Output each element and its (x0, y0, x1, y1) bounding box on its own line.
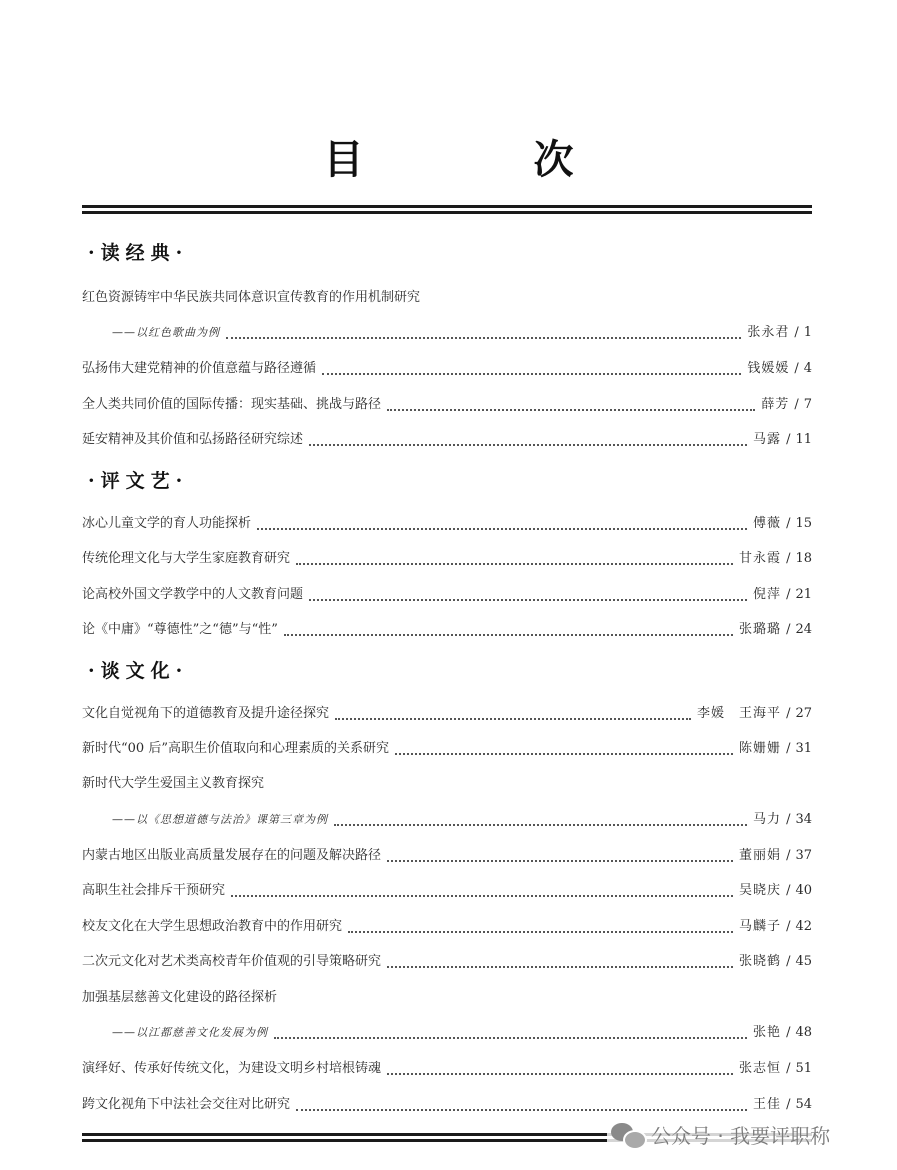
toc-entry-title: 加强基层慈善文化建设的路径探析 (82, 990, 278, 1005)
toc-separator: / (786, 954, 791, 969)
toc-entry (82, 428, 812, 452)
toc-separator: / (786, 848, 791, 863)
leader-dots (387, 408, 755, 411)
toc-entry-author: 董丽娟 (739, 848, 782, 863)
toc-entry-page: 27 (795, 706, 812, 721)
toc-entry-page: 24 (795, 622, 812, 637)
toc-entry-page: 7 (803, 397, 812, 412)
toc-entry (82, 702, 812, 726)
toc-separator: / (786, 432, 791, 447)
toc-entry (82, 844, 812, 868)
toc-separator: / (786, 622, 791, 637)
toc-entry-page: 54 (795, 1097, 812, 1112)
toc-entry (82, 547, 812, 571)
toc-entry (82, 286, 812, 310)
toc-separator: / (786, 551, 791, 566)
leader-dots (274, 1036, 747, 1039)
toc-entry-title: 冰心儿童文学的育人功能探析 (82, 516, 252, 531)
leader-dots (296, 1108, 747, 1111)
toc-entry-title: 延安精神及其价值和弘扬路径研究综述 (82, 432, 304, 447)
toc-separator: / (786, 516, 791, 531)
toc-entry-author: 王佳 (753, 1097, 782, 1112)
leader-dots (257, 527, 747, 530)
toc-entry-title: 新时代大学生爱国主义教育探究 (82, 776, 265, 791)
toc-entry (82, 986, 812, 1010)
leader-dots (387, 1072, 733, 1075)
toc-entry-author: 张永君 (747, 325, 790, 340)
toc-entry-title: ——以《思想道德与法治》课第三章为例 (112, 813, 328, 826)
toc-entry (82, 1093, 812, 1117)
toc-separator: / (786, 1025, 791, 1040)
toc-entry-title: 高职生社会排斥干预研究 (82, 883, 226, 898)
toc-separator: / (786, 587, 791, 602)
toc-entry (82, 583, 812, 607)
toc-entry-author: 倪萍 (753, 587, 782, 602)
toc-separator: / (786, 812, 791, 827)
toc-entry-page: 45 (795, 954, 812, 969)
toc-entry-page: 42 (795, 919, 812, 934)
toc-entry-page: 1 (803, 325, 812, 340)
toc-entry-title: 校友文化在大学生思想政治教育中的作用研究 (82, 919, 343, 934)
leader-dots (322, 372, 741, 375)
toc-entry-title: 新时代“00 后”高职生价值取向和心理素质的关系研究 (82, 741, 389, 756)
section-heading-literature: ·评文艺· (88, 470, 189, 492)
toc-entry-title: 文化自觉视角下的道德教育及提升途径探究 (82, 706, 330, 721)
toc-separator: / (786, 1097, 791, 1112)
toc-entry-author: 李媛 王海平 (697, 706, 782, 721)
leader-dots (226, 336, 741, 339)
toc-entry-title: 二次元文化对艺术类高校青年价值观的引导策略研究 (82, 954, 382, 969)
toc-entry-author: 张志恒 (739, 1061, 782, 1076)
toc-entry-title: 全人类共同价值的国际传播：现实基础、挑战与路径 (82, 397, 382, 412)
toc-entry-page: 48 (795, 1025, 812, 1040)
toc-entry-page: 11 (795, 432, 812, 447)
toc-entry-subtitle (112, 321, 812, 345)
toc-entry-author: 吴晓庆 (739, 883, 782, 898)
toc-entry-page: 40 (795, 883, 812, 898)
toc-entry (82, 950, 812, 974)
leader-dots (348, 930, 733, 933)
toc-entry-title: 跨文化视角下中法社会交往对比研究 (82, 1097, 291, 1112)
toc-entry-author: 陈姗姗 (739, 741, 782, 756)
toc-entry (82, 772, 812, 796)
toc-separator: / (794, 325, 799, 340)
toc-separator: / (786, 883, 791, 898)
toc-entry-page: 37 (795, 848, 812, 863)
toc-entry-title: 传统伦理文化与大学生家庭教育研究 (82, 551, 291, 566)
toc-entry-author: 钱媛媛 (747, 361, 790, 376)
toc-entry-author: 薛芳 (761, 397, 790, 412)
toc-entry-subtitle (112, 1021, 812, 1045)
toc-entry-subtitle (112, 808, 812, 832)
toc-entry-author: 傅薇 (753, 516, 782, 531)
leader-dots (395, 752, 733, 755)
toc-entry-title: 论高校外国文学教学中的人文教育问题 (82, 587, 304, 602)
section-heading-culture: ·谈文化· (88, 660, 189, 682)
toc-entry (82, 915, 812, 939)
toc-entry-author: 张晓鹤 (739, 954, 782, 969)
toc-separator: / (786, 1061, 791, 1076)
toc-entry-page: 15 (795, 516, 812, 531)
leader-dots (309, 598, 747, 601)
toc-entry-author: 张艳 (753, 1025, 782, 1040)
toc-separator: / (794, 397, 799, 412)
toc-entry-title: 弘扬伟大建党精神的价值意蕴与路径遵循 (82, 361, 317, 376)
leader-dots (231, 894, 733, 897)
toc-separator: / (786, 706, 791, 721)
toc-entry-page: 18 (795, 551, 812, 566)
leader-dots (387, 965, 733, 968)
toc-entry-author: 张璐璐 (739, 622, 782, 637)
toc-entry-author: 马露 (753, 432, 782, 447)
toc-entry-author: 甘永霞 (739, 551, 782, 566)
leader-dots (296, 562, 733, 565)
toc-entry-title: ——以红色歌曲为例 (112, 326, 220, 339)
leader-dots (335, 717, 691, 720)
toc-entry (82, 618, 812, 642)
toc-separator: / (786, 741, 791, 756)
section-heading-classics: ·读经典· (88, 242, 189, 264)
leader-dots (387, 859, 733, 862)
leader-dots (309, 443, 747, 446)
toc-entry-title: 内蒙古地区出版业高质量发展存在的问题及解决路径 (82, 848, 382, 863)
toc-entry-title: 论《中庸》“尊德性”之“德”与“性” (82, 622, 278, 637)
toc-entry-author: 马麟子 (739, 919, 782, 934)
toc-entry-page: 51 (795, 1061, 812, 1076)
top-double-rule (82, 205, 812, 214)
toc-entry (82, 1057, 812, 1081)
toc-separator: / (786, 919, 791, 934)
toc-entry-title: ——以江都慈善文化发展为例 (112, 1026, 268, 1039)
toc-entry (82, 879, 812, 903)
toc-entry (82, 737, 812, 761)
toc-entry-title: 红色资源铸牢中华民族共同体意识宣传教育的作用机制研究 (82, 290, 421, 305)
watermark (607, 1118, 834, 1150)
leader-dots (284, 633, 733, 636)
toc-entry-title: 演绎好、传承好传统文化，为建设文明乡村培根铸魂 (82, 1061, 382, 1076)
toc-entry-page: 34 (795, 812, 812, 827)
toc-entry (82, 357, 812, 381)
toc-entry-author: 马力 (753, 812, 782, 827)
toc-entry-page: 21 (795, 587, 812, 602)
wechat-icon (611, 1121, 645, 1147)
toc-entry (82, 393, 812, 417)
toc-entry (82, 512, 812, 536)
toc-entry-page: 31 (795, 741, 812, 756)
page-title: 目 次 (323, 136, 652, 183)
toc-entry-page: 4 (803, 361, 812, 376)
toc-separator: / (794, 361, 799, 376)
watermark-text: 公众号 · 我要评职称 (651, 1123, 831, 1148)
leader-dots (334, 823, 747, 826)
